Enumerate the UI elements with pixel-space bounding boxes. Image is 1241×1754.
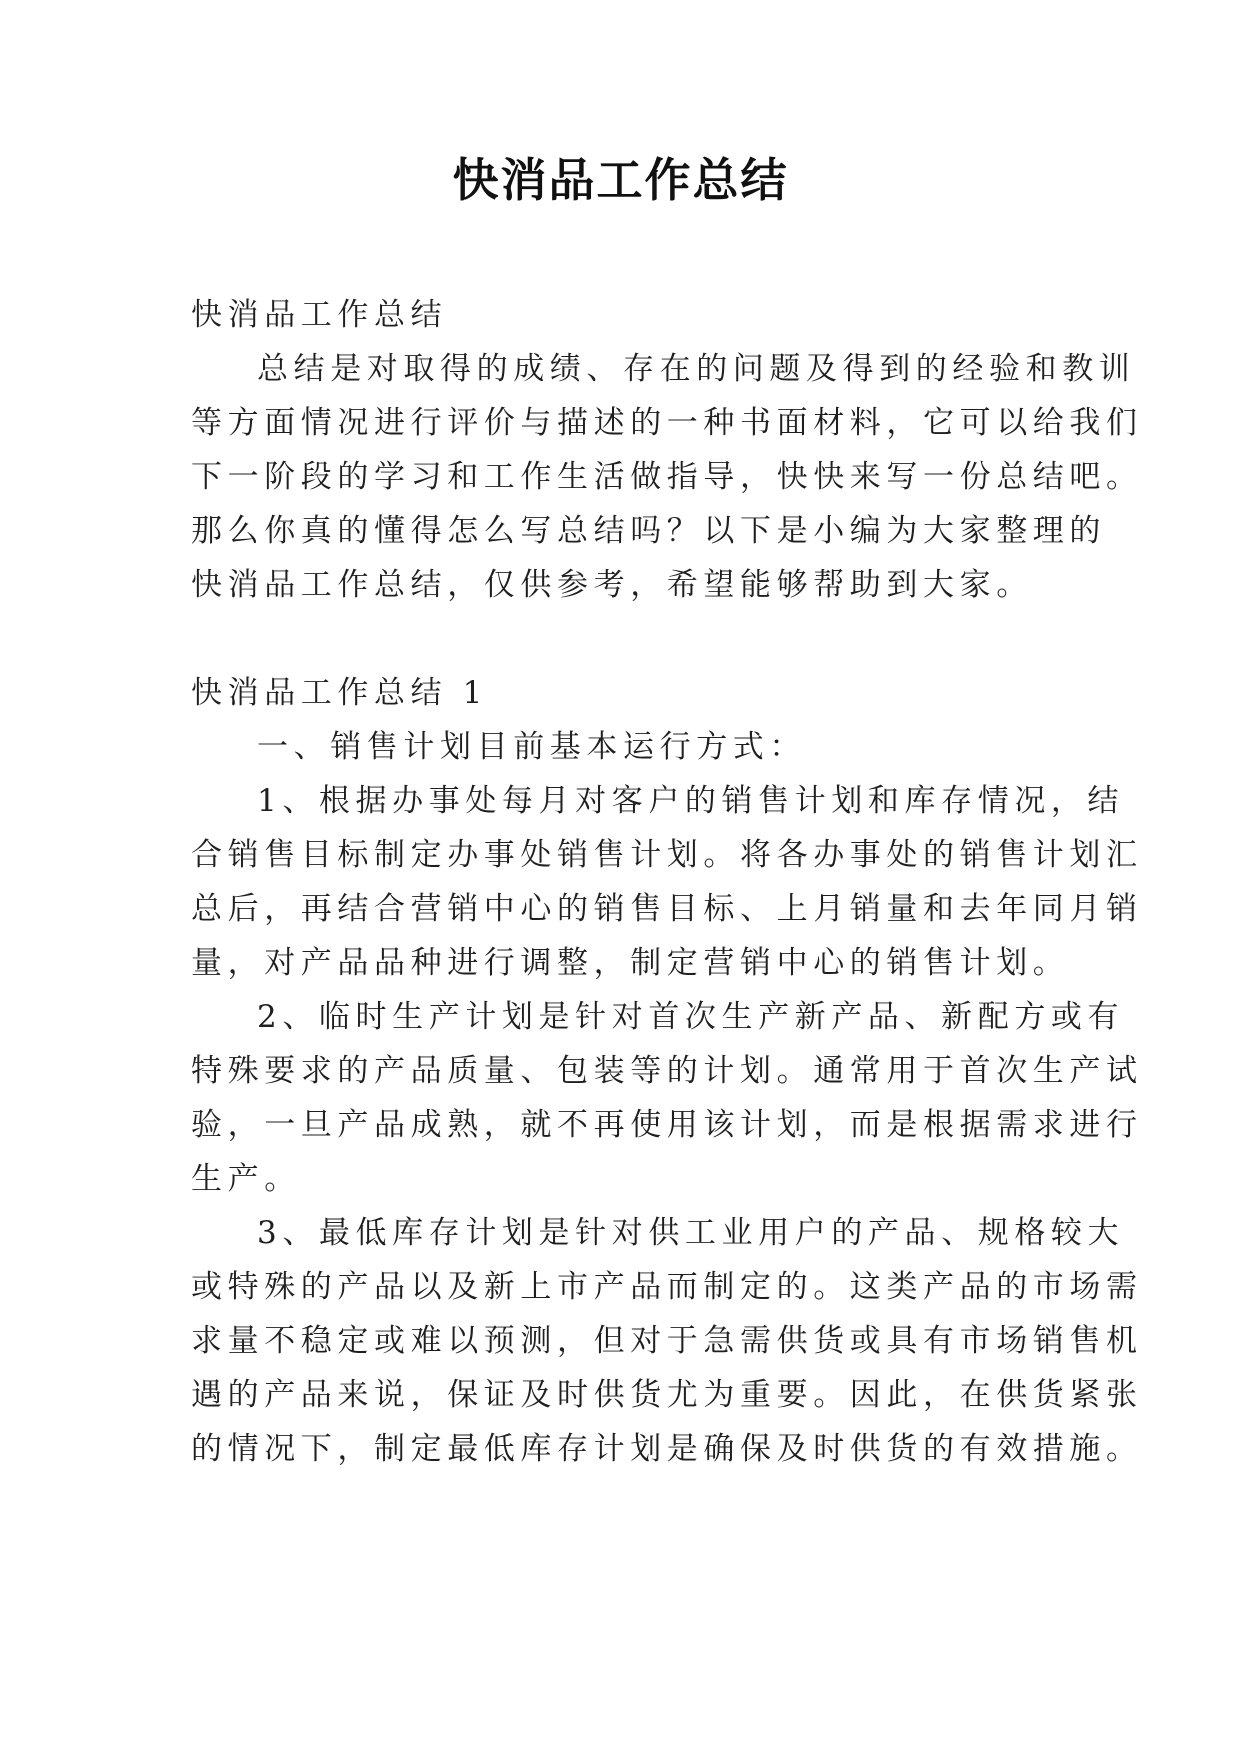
paragraph-line: 合销售目标制定办事处销售计划。将各办事处的销售计划汇 bbox=[191, 837, 1143, 873]
paragraph-line: 特殊要求的产品质量、包装等的计划。通常用于首次生产试 bbox=[191, 1053, 1143, 1089]
paragraph-line: 的情况下，制定最低库存计划是确保及时供货的有效措施。 bbox=[191, 1431, 1143, 1467]
paragraph-line: 或特殊的产品以及新上市产品而制定的。这类产品的市场需 bbox=[191, 1269, 1143, 1305]
document-title: 快消品工作总结 bbox=[452, 153, 789, 207]
section-subheading: 一、销售计划目前基本运行方式： bbox=[257, 729, 806, 765]
paragraph-line: 量，对产品品种进行调整，制定营销中心的销售计划。 bbox=[191, 945, 1070, 981]
paragraph-line: 总后，再结合营销中心的销售目标、上月销量和去年同月销 bbox=[191, 891, 1143, 927]
paragraph-line: 等方面情况进行评价与描述的一种书面材料，它可以给我们 bbox=[191, 405, 1143, 441]
paragraph-line: 2、临时生产计划是针对首次生产新产品、新配方或有 bbox=[257, 999, 1125, 1035]
paragraph-spacer bbox=[191, 612, 1051, 666]
section-heading: 快消品工作总结 1 bbox=[191, 675, 488, 711]
document-body bbox=[191, 288, 1143, 1476]
paragraph-line: 生产。 bbox=[191, 1161, 301, 1197]
paragraph-line: 3、最低库存计划是针对供工业用户的产品、规格较大 bbox=[257, 1215, 1125, 1251]
item-2-paragraph bbox=[191, 990, 1143, 1206]
paragraph-line: 求量不稳定或难以预测，但对于急需供货或具有市场销售机 bbox=[191, 1323, 1143, 1359]
paragraph-line: 那么你真的懂得怎么写总结吗？以下是小编为大家整理的 bbox=[191, 513, 1106, 549]
document-subtitle: 快消品工作总结 bbox=[191, 297, 448, 333]
paragraph-line: 1、根据办事处每月对客户的销售计划和库存情况，结 bbox=[257, 783, 1125, 819]
item-1-paragraph bbox=[191, 774, 1143, 990]
paragraph-line: 总结是对取得的成绩、存在的问题及得到的经验和教训 bbox=[257, 351, 1136, 387]
item-3-paragraph bbox=[191, 1206, 1143, 1476]
paragraph-line: 快消品工作总结，仅供参考，希望能够帮助到大家。 bbox=[191, 567, 1033, 603]
paragraph-line: 遇的产品来说，保证及时供货尤为重要。因此，在供货紧张 bbox=[191, 1377, 1143, 1413]
intro-paragraph bbox=[191, 342, 1143, 612]
paragraph-line: 验，一旦产品成熟，就不再使用该计划，而是根据需求进行 bbox=[191, 1107, 1143, 1143]
paragraph-line: 下一阶段的学习和工作生活做指导，快快来写一份总结吧。 bbox=[191, 459, 1143, 495]
